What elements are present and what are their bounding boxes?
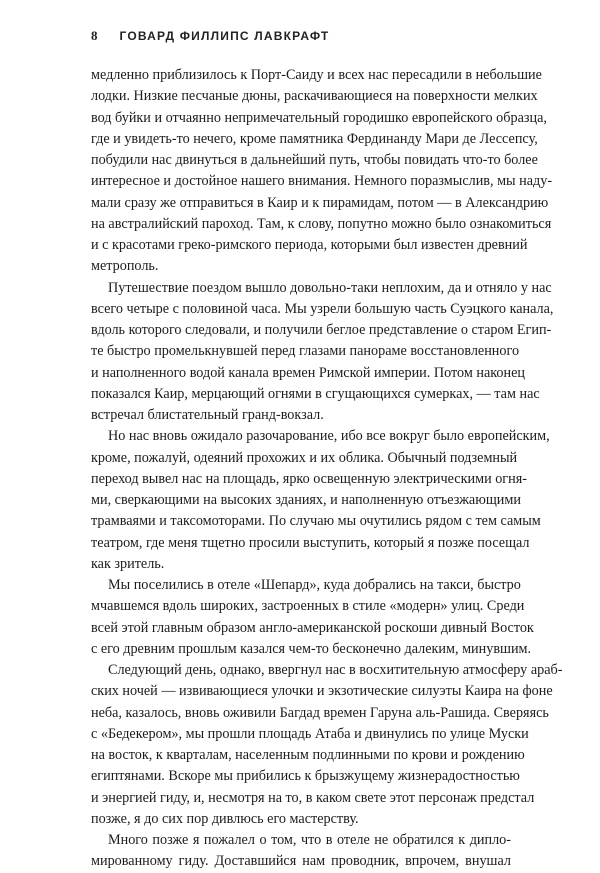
text-line: на восток, к кварталам, населенным подлинными по крови и рождению (91, 747, 525, 763)
text-line: и с красотами греко-римского периода, которыми был известен древний (91, 237, 528, 253)
text-line: побудили нас двинуться в дальнейший путь, чтобы повидать что-то более (91, 152, 538, 168)
text-line: ми, сверкающими на высоких зданиях, и наполненную отъезжающими (91, 492, 521, 508)
text-line: показался Каир, мерцающий огнями в сгущающихся сумерках, — там нас (91, 385, 540, 402)
text-line: всей этой главным образом англо-американской роскоши дивный Восток (91, 619, 534, 636)
text-line: где и увидеть-то нечего, кроме памятника Фердинанду Мари де Лессепсу, (91, 130, 538, 147)
text-line: на австралийский пароход. Там, к слову, попутно можно было ознакомиться (91, 215, 552, 232)
page-number: 8 (91, 28, 98, 43)
text-line: Путешествие поездом вышло довольно-таки неплохим, да и отняло у нас (108, 279, 552, 296)
text-line: неба, казалось, вновь оживили Багдад времен Гаруна аль-Рашида. Сверяясь (91, 704, 549, 721)
text-line: египтянами. Вскоре мы прибились к брызжущему жизнерадостностью (91, 768, 520, 785)
text-line: трамваями и таксомоторами. По случаю мы очутились рядом с тем самым (91, 513, 541, 530)
running-title: ГОВАРД ФИЛЛИПС ЛАВКРАФТ (119, 29, 330, 43)
text-line: с его древним прошлым казался чем-то бесконечно далеким, минувшим. (91, 640, 532, 657)
text-line: и наполненного водой канала времен Римской империи. Потом наконец (91, 364, 525, 381)
text-line: встречал блистательный гранд-вокзал. (91, 407, 324, 423)
text-line: как зритель. (91, 555, 165, 572)
text-line: театром, где меня тщетно просили выступить, который я позже посещал (91, 534, 530, 551)
text-line: и энергией гиду, и, несмотря на то, в каком свете этот персонаж предстал (91, 789, 535, 806)
text-line: те быстро промелькнувшей перед глазами панораме восстановленного (91, 343, 520, 360)
text-line: мированному гиду. Доставшийся нам проводник, впрочем, внушал (91, 853, 511, 870)
text-line: медленно приблизилось к Порт-Саиду и всех нас пересадили в небольшие (91, 67, 542, 83)
running-header (91, 28, 329, 48)
text-line: Следующий день, однако, ввергнул нас в восхитительную атмосферу араб- (108, 662, 563, 678)
text-line: всего четыре с половиной часа. Мы узрели большую часть Суэцкого канала, (91, 300, 554, 317)
text-line: лодки. Низкие песчаные дюны, раскачивающиеся на поверхности мелких (91, 88, 538, 105)
text-line: Много позже я пожалел о том, что в отеле не обратился к дипло- (108, 832, 511, 848)
text-line: метрополь. (91, 258, 159, 275)
text-line: с «Бедекером», мы прошли площадь Атаба и двинулись по улице Муски (91, 725, 529, 742)
text-line: Мы поселились в отеле «Шепард», куда добрались на такси, быстро (108, 577, 521, 593)
text-line: Но нас вновь ожидало разочарование, ибо все вокруг было европейским, (108, 428, 550, 445)
text-line: интересное и достойное нашего внимания. Немного поразмыслив, мы наду- (91, 173, 553, 190)
body-text (91, 65, 563, 873)
text-line: позже, я до сих пор дивлюсь его мастерству. (91, 810, 359, 827)
text-line: вдоль которого следовали, и получили беглое представление о старом Егип- (91, 322, 552, 338)
text-line: вод буйки и отчаянно непримечательный городишко европейского образца, (91, 109, 547, 126)
text-line: мчавшемся вдоль широких, застроенных в стиле «модерн» улиц. Среди (91, 598, 525, 615)
text-line: переход вывел нас на площадь, ярко освещенную электрическими огня- (91, 470, 527, 487)
text-line: кроме, пожалуй, одеяний прохожих и их облика. Обычный подземный (91, 449, 518, 466)
text-line: ских ночей — извивающиеся улочки и экзотические силуэты Каира на фоне (91, 683, 553, 700)
text-line: мали сразу же отправиться в Каир и к пирамидам, потом — в Александрию (91, 194, 549, 211)
